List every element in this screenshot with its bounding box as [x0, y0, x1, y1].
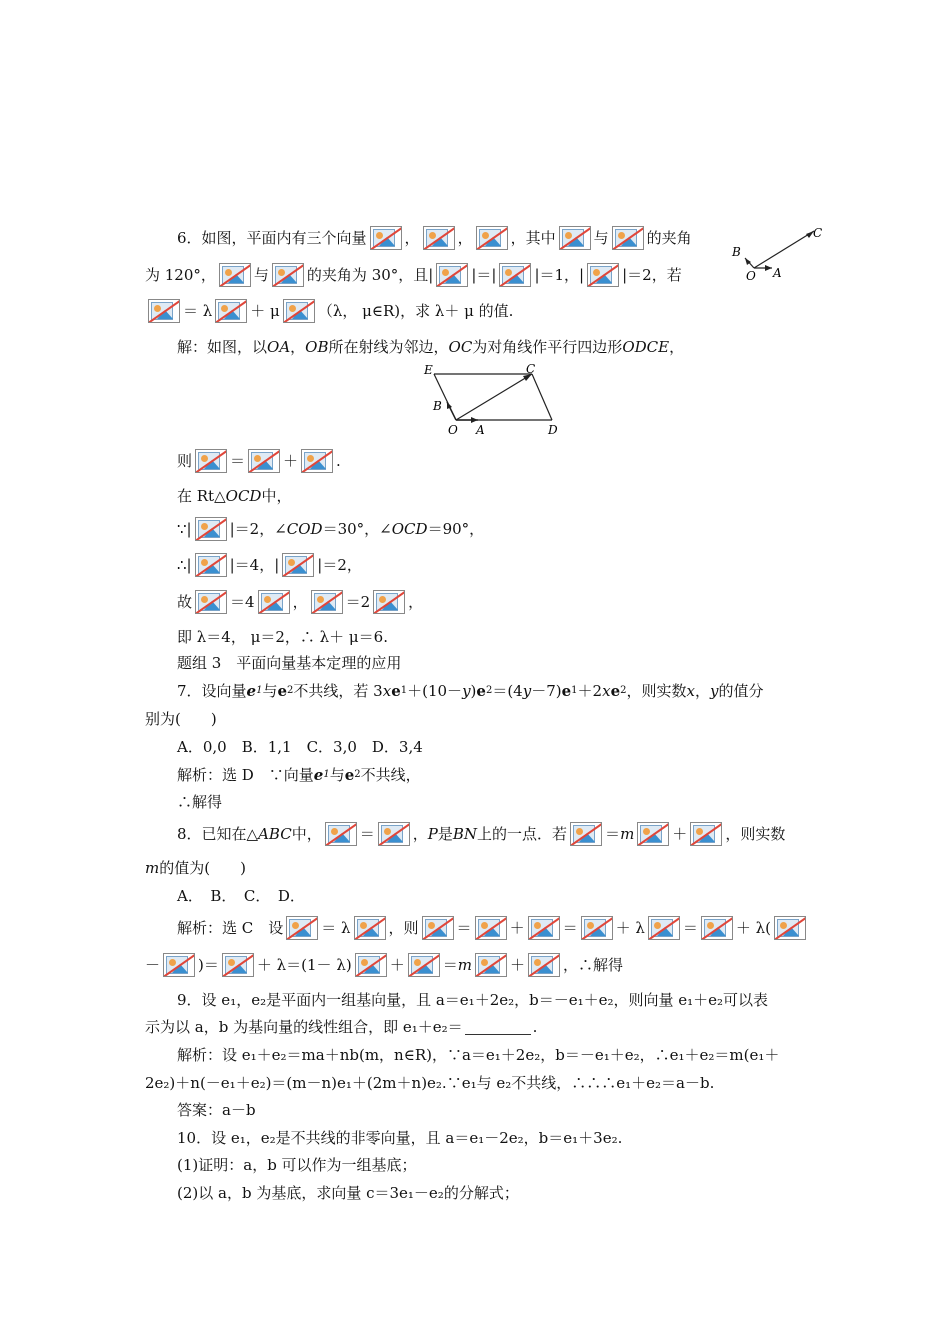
- text: e: [246, 682, 257, 700]
- text: ＝: [456, 919, 472, 937]
- text: ，: [292, 593, 308, 611]
- broken-image-icon: [195, 517, 227, 541]
- fig2-label-c: C: [526, 362, 536, 376]
- fig1-label-c: C: [813, 226, 823, 240]
- text: m: [620, 825, 635, 843]
- text: e: [561, 682, 572, 700]
- text: ＝: [359, 825, 375, 843]
- text: ＋: [509, 956, 525, 974]
- text: 所在射线为邻边，: [328, 338, 449, 356]
- text: 9．设 e₁，e₂是平面内一组基向量，且 a＝e₁＋2e₂，b＝－e₁＋e₂，则向量 e₁＋e₂可以表: [177, 991, 769, 1009]
- text: ，: [694, 682, 710, 700]
- text: |＝1，|: [534, 266, 585, 284]
- broken-image-icon: [355, 953, 387, 977]
- broken-image-icon: [408, 953, 440, 977]
- text: ＋ λ(: [735, 919, 772, 937]
- text: ，: [408, 593, 424, 611]
- text: e: [610, 682, 621, 700]
- text: e: [313, 766, 324, 784]
- text: ，其中: [510, 229, 556, 247]
- broken-image-icon: [325, 822, 357, 846]
- broken-image-icon: [475, 953, 507, 977]
- text: 6．如图，平面内有三个向量: [177, 229, 367, 247]
- broken-image-icon: [570, 822, 602, 846]
- broken-image-icon: [272, 263, 304, 287]
- text: (1)证明：a，b 可以作为一组基底；: [177, 1156, 417, 1174]
- broken-image-icon: [423, 226, 455, 250]
- text: －7): [531, 682, 562, 700]
- q10-line-1: [177, 1123, 842, 1153]
- text: x: [382, 682, 392, 700]
- text: ): [470, 682, 477, 700]
- q8-solution-1: [177, 913, 812, 943]
- broken-image-icon: [690, 822, 722, 846]
- q10-part-1: [177, 1150, 842, 1180]
- broken-image-icon: [476, 226, 508, 250]
- text: ODCE: [622, 338, 670, 356]
- text: .: [336, 452, 341, 470]
- q7-line-1: [177, 676, 812, 706]
- broken-image-icon: [195, 553, 227, 577]
- text: ，则实数: [725, 825, 786, 843]
- broken-image-icon: [612, 226, 644, 250]
- text: 则: [177, 452, 193, 470]
- text: 题组 3 平面向量基本定理的应用: [177, 654, 402, 672]
- text: 别为( ): [145, 710, 217, 728]
- text: 1: [323, 769, 330, 780]
- text: ＋: [283, 452, 299, 470]
- text: ＝: [682, 919, 698, 937]
- text: ，则: [388, 919, 419, 937]
- text: 的夹角: [646, 229, 692, 247]
- text: （λ， μ∈R)，求 λ＋ μ 的值.: [317, 302, 514, 320]
- text: ＋2: [577, 682, 603, 700]
- text: ，: [457, 229, 473, 247]
- q8-line-1: [177, 819, 812, 849]
- text: (2)以 a，b 为基底，求向量 c＝3e₁－e₂的分解式；: [177, 1184, 519, 1202]
- figure-vectors-oabc: [728, 222, 828, 284]
- text: 在 Rt△: [177, 487, 226, 505]
- text: )＝: [198, 956, 219, 974]
- text: 的值分: [718, 682, 764, 700]
- text: ＋(10－: [407, 682, 463, 700]
- text: ，: [404, 229, 420, 247]
- text: OB: [305, 338, 329, 356]
- fig2-label-e: E: [424, 363, 433, 377]
- text: P: [427, 825, 438, 843]
- text: 1: [400, 685, 408, 696]
- fig1-label-a: A: [773, 266, 782, 280]
- q9-line-2: [145, 1012, 810, 1042]
- text: ∴|: [177, 556, 192, 574]
- broken-image-icon: [559, 226, 591, 250]
- text: A．0,0 B．1,1 C．3,0 D．3,4: [177, 738, 423, 756]
- q8-line-2: [145, 853, 810, 883]
- text: 答案：a－b: [177, 1101, 256, 1119]
- q9-solution-2: [145, 1068, 810, 1098]
- text: OCD: [391, 520, 428, 538]
- q7-options: [177, 732, 842, 762]
- q10-part-2: [177, 1178, 842, 1208]
- broken-image-icon: [475, 916, 507, 940]
- q7-line-2: [145, 704, 810, 734]
- text: y: [522, 682, 532, 700]
- text: |＝4，|: [229, 556, 280, 574]
- broken-image-icon: [373, 590, 405, 614]
- text: ，∴解得: [562, 956, 623, 974]
- text: |＝|: [471, 266, 497, 284]
- text: 为对角线作平行四边形: [472, 338, 623, 356]
- q9-solution-1: [177, 1040, 812, 1070]
- text: 不共线，: [360, 766, 421, 784]
- text: x: [602, 682, 611, 700]
- broken-image-icon: [422, 916, 454, 940]
- answer-blank: [465, 1019, 531, 1035]
- broken-image-icon: [163, 953, 195, 977]
- broken-image-icon: [215, 299, 247, 323]
- text: 的夹角为 30°，且|: [306, 266, 434, 284]
- text: ∴解得: [177, 793, 223, 811]
- text: 上的一点．若: [477, 825, 568, 843]
- text: 2: [354, 769, 361, 780]
- text: COD: [286, 520, 323, 538]
- broken-image-icon: [311, 590, 343, 614]
- broken-image-icon: [587, 263, 619, 287]
- text: 1: [256, 685, 263, 696]
- text: ＝: [562, 919, 578, 937]
- text: |＝2，∠: [229, 520, 287, 538]
- text: e: [391, 682, 401, 700]
- text: ＝: [605, 825, 621, 843]
- text: ＝(4: [492, 682, 523, 700]
- group-3-heading: [177, 648, 842, 678]
- broken-image-icon: [354, 916, 386, 940]
- q8-solution-2: [145, 950, 810, 980]
- text: e: [344, 766, 355, 784]
- fig2-label-d: D: [548, 423, 558, 437]
- text: 即 λ＝4， μ＝2，∴ λ＋ μ＝6.: [177, 628, 388, 646]
- q6-line-2: [145, 260, 705, 290]
- text: ＝ λ: [321, 919, 351, 937]
- broken-image-icon: [378, 822, 410, 846]
- text: ABC: [258, 825, 292, 843]
- text: x: [686, 682, 695, 700]
- q9-answer: [177, 1095, 842, 1125]
- text: y: [709, 682, 719, 700]
- fig2-label-o: O: [448, 423, 458, 437]
- broken-image-icon: [148, 299, 180, 323]
- text: 7．设向量: [177, 682, 247, 700]
- fig1-label-o: O: [746, 269, 756, 283]
- text: 解析：设 e₁＋e₂＝ma＋nb(m，n∈R)，∵a＝e₁＋2e₂，b＝－e₁＋e₂，∴e₁＋e₂＝m(e₁＋: [177, 1046, 780, 1064]
- broken-image-icon: [219, 263, 251, 287]
- text: ＝4: [230, 593, 255, 611]
- q6-step-4: [177, 550, 842, 580]
- text: 是: [437, 825, 453, 843]
- text: 2: [287, 685, 294, 696]
- q9-line-1: [177, 985, 812, 1015]
- broken-image-icon: [648, 916, 680, 940]
- q7-solution-2: [177, 787, 842, 817]
- text: ＋ μ: [250, 302, 280, 320]
- fig2-label-b: B: [433, 399, 442, 413]
- q6-line-3: [145, 296, 810, 326]
- text: OCD: [225, 487, 262, 505]
- q6-step-1: [177, 446, 842, 476]
- broken-image-icon: [283, 299, 315, 323]
- text: 2e₂)＋n(－e₁＋e₂)＝(m－n)e₁＋(2m＋n)e₂.∵e₁与 e₂不共线，∴∴∴e₁＋e₂＝a－b.: [145, 1074, 715, 1092]
- broken-image-icon: [637, 822, 669, 846]
- text: m: [145, 859, 160, 877]
- text: 与: [262, 682, 278, 700]
- text: 不共线，若 3: [293, 682, 383, 700]
- text: ，: [290, 338, 306, 356]
- text: y: [462, 682, 471, 700]
- text: 解：如图，以: [177, 338, 268, 356]
- text: |＝2，: [317, 556, 362, 574]
- text: 的值为( ): [159, 859, 246, 877]
- broken-image-icon: [528, 953, 560, 977]
- text: ＝2: [345, 593, 371, 611]
- text: e: [277, 682, 288, 700]
- text: 与: [593, 229, 609, 247]
- text: ，: [412, 825, 428, 843]
- text: ∵|: [177, 520, 192, 538]
- text: OC: [448, 338, 473, 356]
- broken-image-icon: [436, 263, 468, 287]
- text: ＝: [442, 956, 458, 974]
- q6-step-5: [177, 587, 842, 617]
- text: ＋: [509, 919, 525, 937]
- text: ＝ λ: [183, 302, 213, 320]
- text: .: [532, 1018, 538, 1036]
- text: 中，: [261, 487, 292, 505]
- text: ＝30°，∠: [322, 520, 392, 538]
- broken-image-icon: [195, 449, 227, 473]
- text: ＋: [389, 956, 405, 974]
- q6-step-2: [177, 481, 842, 511]
- broken-image-icon: [282, 553, 314, 577]
- q6-step-3: [177, 514, 842, 544]
- text: 2: [485, 685, 493, 696]
- text: ，则实数: [626, 682, 687, 700]
- text: e: [476, 682, 486, 700]
- text: 示为以 a，b 为基向量的线性组合，即 e₁＋e₂＝: [145, 1018, 463, 1036]
- broken-image-icon: [286, 916, 318, 940]
- broken-image-icon: [258, 590, 290, 614]
- text: 故: [177, 593, 193, 611]
- text: 为 120°，: [145, 266, 216, 284]
- text: 解析：选 D ∵向量: [177, 766, 314, 784]
- text: 10．设 e₁，e₂是不共线的非零向量，且 a＝e₁－2e₂，b＝e₁＋3e₂.: [177, 1129, 623, 1147]
- text: |＝2，若: [622, 266, 682, 284]
- text: －: [145, 956, 161, 974]
- text: ＝90°，: [427, 520, 485, 538]
- text: ，: [669, 338, 685, 356]
- text: ＝: [230, 452, 246, 470]
- text: ＋ λ: [615, 919, 645, 937]
- text: OA: [267, 338, 291, 356]
- q8-options: [177, 881, 842, 911]
- broken-image-icon: [248, 449, 280, 473]
- broken-image-icon: [222, 953, 254, 977]
- broken-image-icon: [528, 916, 560, 940]
- q6-solution-intro: [177, 332, 842, 362]
- text: 2: [620, 685, 627, 696]
- broken-image-icon: [774, 916, 806, 940]
- figure-parallelogram-odce: [420, 362, 570, 438]
- text: 8．已知在△: [177, 825, 259, 843]
- text: BN: [452, 825, 478, 843]
- broken-image-icon: [301, 449, 333, 473]
- text: m: [457, 956, 472, 974]
- fig1-label-b: B: [732, 245, 741, 259]
- text: 与: [253, 266, 269, 284]
- broken-image-icon: [195, 590, 227, 614]
- text: 中，: [291, 825, 322, 843]
- text: A． B． C． D．: [177, 887, 305, 905]
- text: 1: [571, 685, 578, 696]
- text: ＋ λ＝(1－ λ): [256, 956, 352, 974]
- text: ＋: [672, 825, 688, 843]
- fig2-label-a: A: [476, 423, 485, 437]
- broken-image-icon: [499, 263, 531, 287]
- broken-image-icon: [370, 226, 402, 250]
- q7-solution: [177, 760, 842, 790]
- text: 与: [329, 766, 345, 784]
- broken-image-icon: [581, 916, 613, 940]
- broken-image-icon: [701, 916, 733, 940]
- text: 解析：选 C 设: [177, 919, 284, 937]
